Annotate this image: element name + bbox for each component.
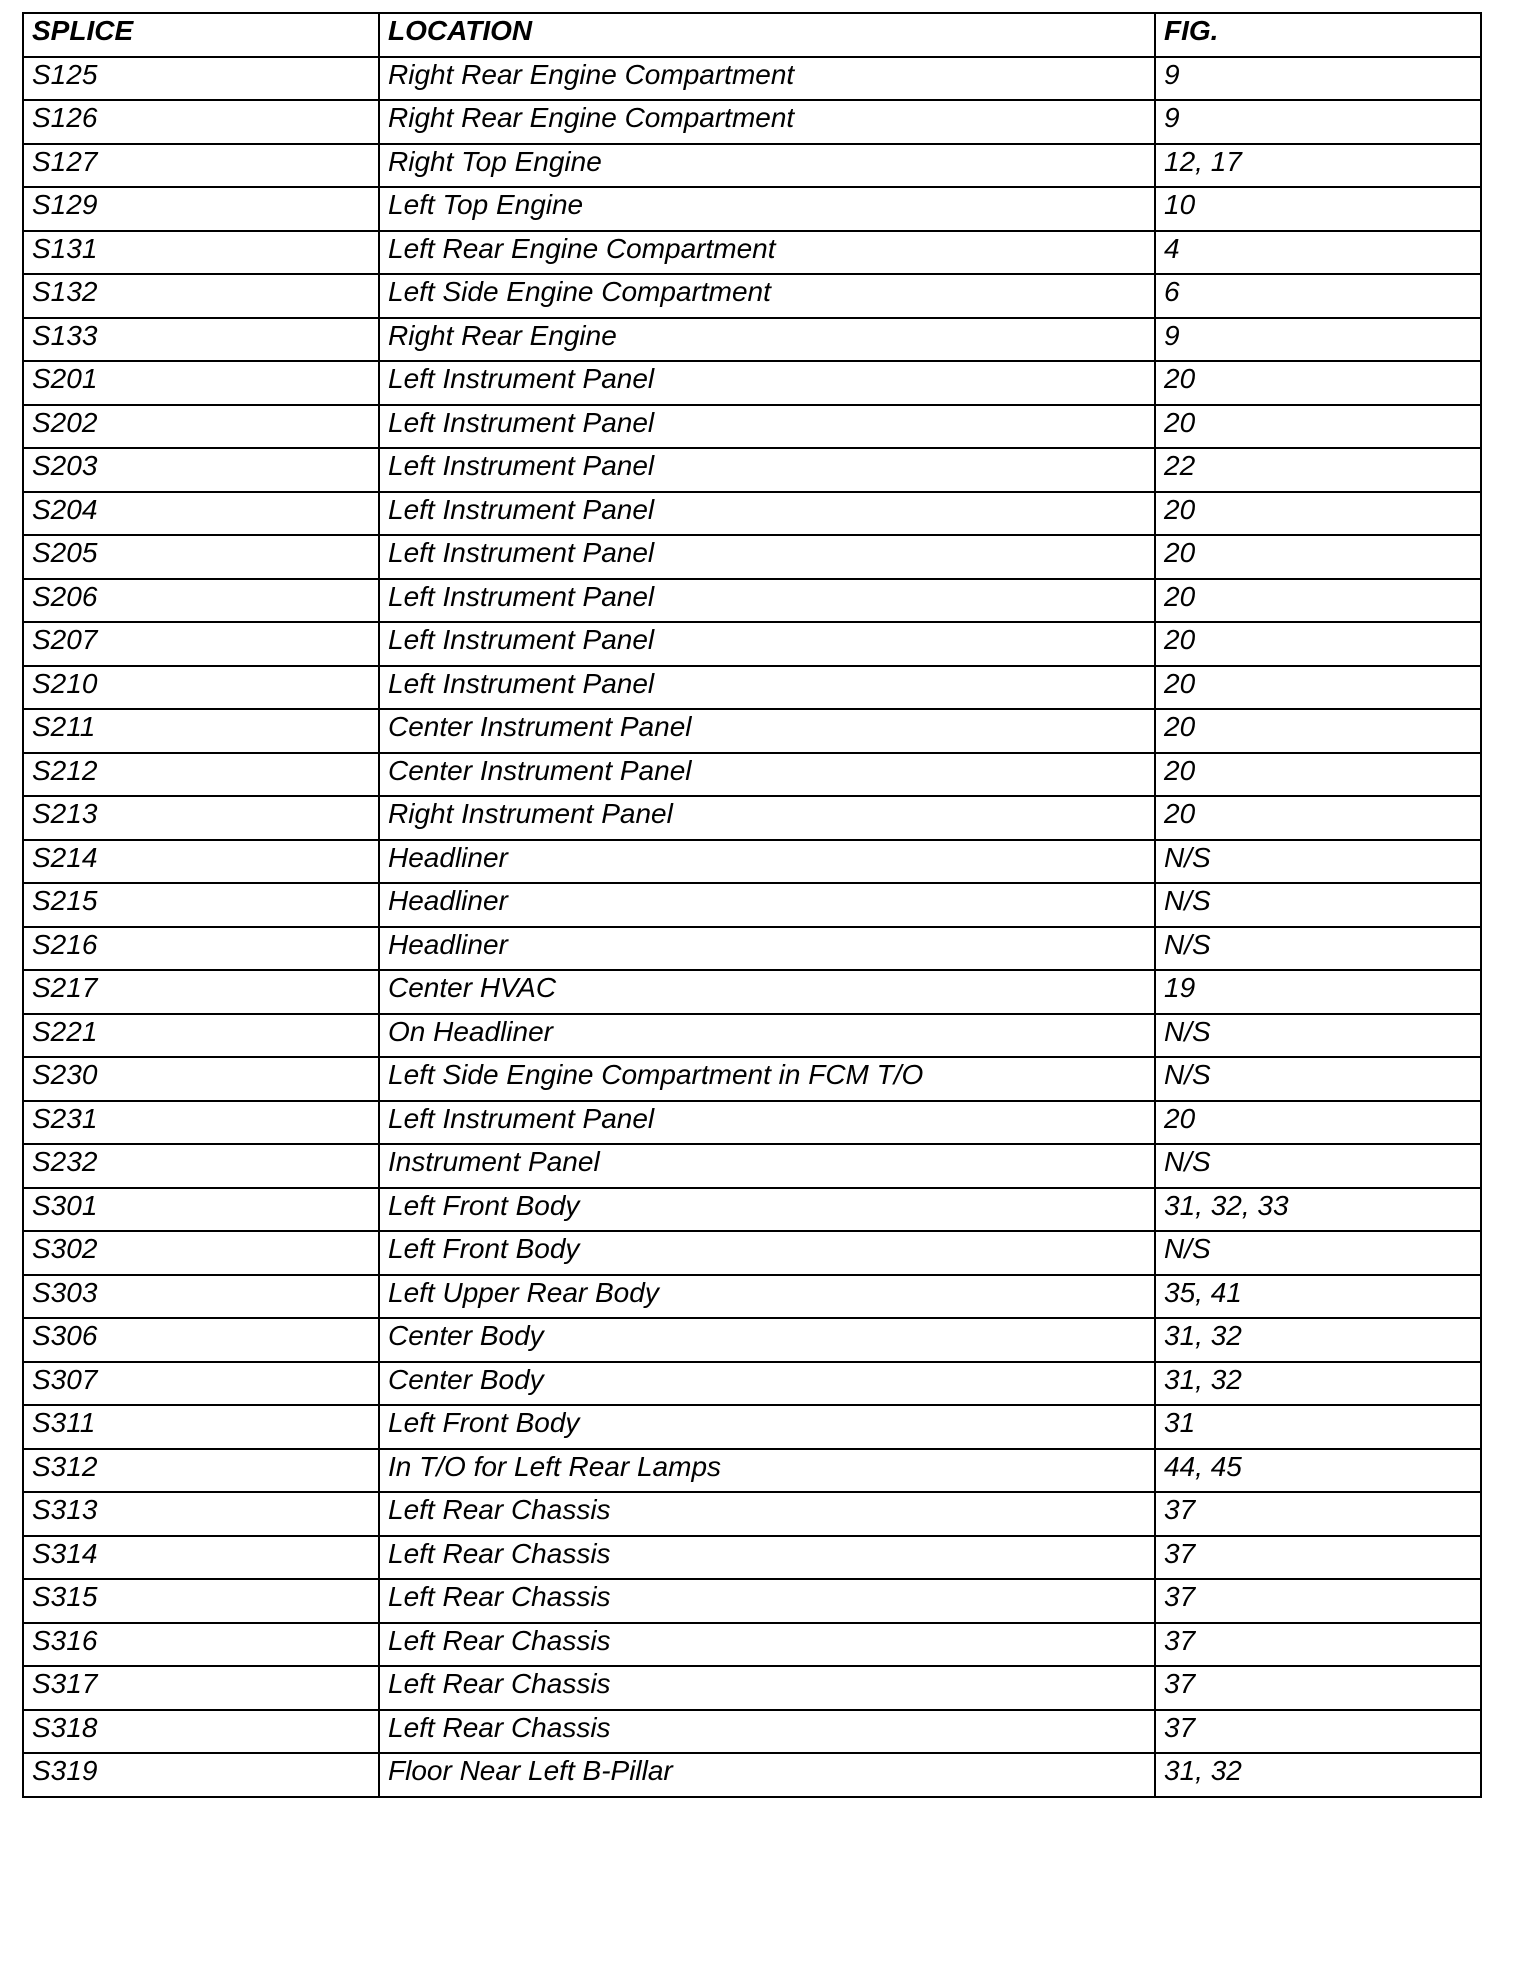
fig-cell: 12, 17 [1155, 144, 1481, 188]
location-cell: Left Front Body [379, 1188, 1155, 1232]
table-row [23, 1536, 1481, 1580]
fig-cell: 4 [1155, 231, 1481, 275]
splice-cell: S215 [23, 883, 379, 927]
fig-cell: N/S [1155, 883, 1481, 927]
fig-cell: N/S [1155, 1231, 1481, 1275]
splice-cell: S211 [23, 709, 379, 753]
fig-cell: N/S [1155, 1014, 1481, 1058]
splice-cell: S311 [23, 1405, 379, 1449]
splice-cell: S301 [23, 1188, 379, 1232]
location-cell: Instrument Panel [379, 1144, 1155, 1188]
location-cell: Left Instrument Panel [379, 535, 1155, 579]
location-cell: Center Body [379, 1362, 1155, 1406]
table-row [23, 796, 1481, 840]
table-row [23, 535, 1481, 579]
location-cell: Left Rear Chassis [379, 1710, 1155, 1754]
fig-cell: 20 [1155, 796, 1481, 840]
location-cell: Left Rear Chassis [379, 1536, 1155, 1580]
fig-cell: 9 [1155, 57, 1481, 101]
location-cell: Center Instrument Panel [379, 709, 1155, 753]
location-cell: Center HVAC [379, 970, 1155, 1014]
splice-cell: S126 [23, 100, 379, 144]
splice-cell: S201 [23, 361, 379, 405]
splice-cell: S202 [23, 405, 379, 449]
splice-location-table [22, 12, 1482, 1798]
fig-cell: 37 [1155, 1623, 1481, 1667]
splice-cell: S203 [23, 448, 379, 492]
table-row [23, 883, 1481, 927]
splice-cell: S231 [23, 1101, 379, 1145]
table-row [23, 1014, 1481, 1058]
fig-cell: 31 [1155, 1405, 1481, 1449]
table-row [23, 1144, 1481, 1188]
splice-cell: S206 [23, 579, 379, 623]
splice-cell: S132 [23, 274, 379, 318]
splice-cell: S127 [23, 144, 379, 188]
fig-cell: 31, 32, 33 [1155, 1188, 1481, 1232]
splice-cell: S207 [23, 622, 379, 666]
fig-cell: N/S [1155, 1057, 1481, 1101]
splice-cell: S221 [23, 1014, 379, 1058]
fig-cell: 20 [1155, 579, 1481, 623]
table-row [23, 1710, 1481, 1754]
fig-cell: 20 [1155, 709, 1481, 753]
table-row [23, 709, 1481, 753]
fig-cell: 20 [1155, 666, 1481, 710]
table-row [23, 840, 1481, 884]
location-cell: Left Front Body [379, 1405, 1155, 1449]
table-row [23, 492, 1481, 536]
fig-cell: 44, 45 [1155, 1449, 1481, 1493]
location-cell: Left Rear Chassis [379, 1579, 1155, 1623]
splice-cell: S205 [23, 535, 379, 579]
table-row [23, 1753, 1481, 1797]
location-cell: Left Side Engine Compartment [379, 274, 1155, 318]
splice-cell: S317 [23, 1666, 379, 1710]
fig-cell: 31, 32 [1155, 1753, 1481, 1797]
splice-cell: S212 [23, 753, 379, 797]
fig-cell: 31, 32 [1155, 1318, 1481, 1362]
location-cell: Right Rear Engine Compartment [379, 100, 1155, 144]
location-cell: Left Instrument Panel [379, 1101, 1155, 1145]
location-cell: Left Instrument Panel [379, 579, 1155, 623]
table-row [23, 405, 1481, 449]
splice-cell: S210 [23, 666, 379, 710]
table-row [23, 448, 1481, 492]
splice-cell: S318 [23, 1710, 379, 1754]
location-cell: Floor Near Left B-Pillar [379, 1753, 1155, 1797]
fig-cell: 9 [1155, 100, 1481, 144]
table-row [23, 231, 1481, 275]
splice-cell: S312 [23, 1449, 379, 1493]
splice-cell: S307 [23, 1362, 379, 1406]
location-cell: Left Rear Chassis [379, 1492, 1155, 1536]
table-row [23, 1188, 1481, 1232]
location-cell: On Headliner [379, 1014, 1155, 1058]
location-cell: Left Instrument Panel [379, 405, 1155, 449]
location-cell: Left Front Body [379, 1231, 1155, 1275]
location-cell: Right Instrument Panel [379, 796, 1155, 840]
location-cell: Left Rear Chassis [379, 1666, 1155, 1710]
fig-cell: N/S [1155, 1144, 1481, 1188]
fig-cell: 9 [1155, 318, 1481, 362]
fig-cell: N/S [1155, 840, 1481, 884]
table-row [23, 927, 1481, 971]
location-cell: Left Instrument Panel [379, 622, 1155, 666]
location-cell: Left Upper Rear Body [379, 1275, 1155, 1319]
table-row [23, 753, 1481, 797]
splice-cell: S230 [23, 1057, 379, 1101]
splice-cell: S232 [23, 1144, 379, 1188]
splice-cell: S214 [23, 840, 379, 884]
location-cell: Left Rear Chassis [379, 1623, 1155, 1667]
table-row [23, 1362, 1481, 1406]
table-row [23, 970, 1481, 1014]
splice-cell: S303 [23, 1275, 379, 1319]
location-cell: Left Top Engine [379, 187, 1155, 231]
location-cell: Center Instrument Panel [379, 753, 1155, 797]
table-row [23, 1666, 1481, 1710]
table-row [23, 666, 1481, 710]
table-row [23, 318, 1481, 362]
location-cell: Left Side Engine Compartment in FCM T/O [379, 1057, 1155, 1101]
fig-cell: 20 [1155, 535, 1481, 579]
splice-cell: S129 [23, 187, 379, 231]
splice-cell: S313 [23, 1492, 379, 1536]
splice-cell: S125 [23, 57, 379, 101]
table-row [23, 1405, 1481, 1449]
table-row [23, 1275, 1481, 1319]
fig-cell: 10 [1155, 187, 1481, 231]
table-row [23, 187, 1481, 231]
table-row [23, 1318, 1481, 1362]
table-row [23, 1231, 1481, 1275]
table-header-row [23, 13, 1481, 57]
splice-cell: S316 [23, 1623, 379, 1667]
location-cell: Left Instrument Panel [379, 666, 1155, 710]
table-row [23, 100, 1481, 144]
location-cell: Left Instrument Panel [379, 448, 1155, 492]
splice-cell: S133 [23, 318, 379, 362]
fig-cell: 20 [1155, 405, 1481, 449]
table-row [23, 1623, 1481, 1667]
table-row [23, 1579, 1481, 1623]
table-row [23, 144, 1481, 188]
fig-cell: 37 [1155, 1666, 1481, 1710]
header-location: LOCATION [379, 13, 1155, 57]
fig-cell: 31, 32 [1155, 1362, 1481, 1406]
fig-cell: 22 [1155, 448, 1481, 492]
table-row [23, 57, 1481, 101]
splice-cell: S302 [23, 1231, 379, 1275]
header-splice: SPLICE [23, 13, 379, 57]
fig-cell: 20 [1155, 1101, 1481, 1145]
fig-cell: 20 [1155, 753, 1481, 797]
location-cell: In T/O for Left Rear Lamps [379, 1449, 1155, 1493]
location-cell: Center Body [379, 1318, 1155, 1362]
header-fig: FIG. [1155, 13, 1481, 57]
location-cell: Right Rear Engine Compartment [379, 57, 1155, 101]
fig-cell: 37 [1155, 1579, 1481, 1623]
location-cell: Headliner [379, 927, 1155, 971]
table-row [23, 579, 1481, 623]
table-row [23, 1492, 1481, 1536]
location-cell: Left Rear Engine Compartment [379, 231, 1155, 275]
splice-cell: S319 [23, 1753, 379, 1797]
splice-cell: S131 [23, 231, 379, 275]
fig-cell: 37 [1155, 1492, 1481, 1536]
table-row [23, 1449, 1481, 1493]
fig-cell: 20 [1155, 622, 1481, 666]
fig-cell: N/S [1155, 927, 1481, 971]
location-cell: Headliner [379, 840, 1155, 884]
location-cell: Left Instrument Panel [379, 492, 1155, 536]
table-row [23, 1057, 1481, 1101]
splice-cell: S314 [23, 1536, 379, 1580]
splice-cell: S204 [23, 492, 379, 536]
table-row [23, 361, 1481, 405]
fig-cell: 37 [1155, 1536, 1481, 1580]
location-cell: Right Rear Engine [379, 318, 1155, 362]
splice-cell: S216 [23, 927, 379, 971]
location-cell: Headliner [379, 883, 1155, 927]
splice-cell: S217 [23, 970, 379, 1014]
fig-cell: 35, 41 [1155, 1275, 1481, 1319]
table-row [23, 274, 1481, 318]
fig-cell: 20 [1155, 492, 1481, 536]
splice-cell: S306 [23, 1318, 379, 1362]
location-cell: Right Top Engine [379, 144, 1155, 188]
fig-cell: 19 [1155, 970, 1481, 1014]
fig-cell: 20 [1155, 361, 1481, 405]
table-row [23, 1101, 1481, 1145]
splice-cell: S315 [23, 1579, 379, 1623]
fig-cell: 37 [1155, 1710, 1481, 1754]
splice-cell: S213 [23, 796, 379, 840]
fig-cell: 6 [1155, 274, 1481, 318]
location-cell: Left Instrument Panel [379, 361, 1155, 405]
table-body [23, 57, 1481, 1797]
table-row [23, 622, 1481, 666]
